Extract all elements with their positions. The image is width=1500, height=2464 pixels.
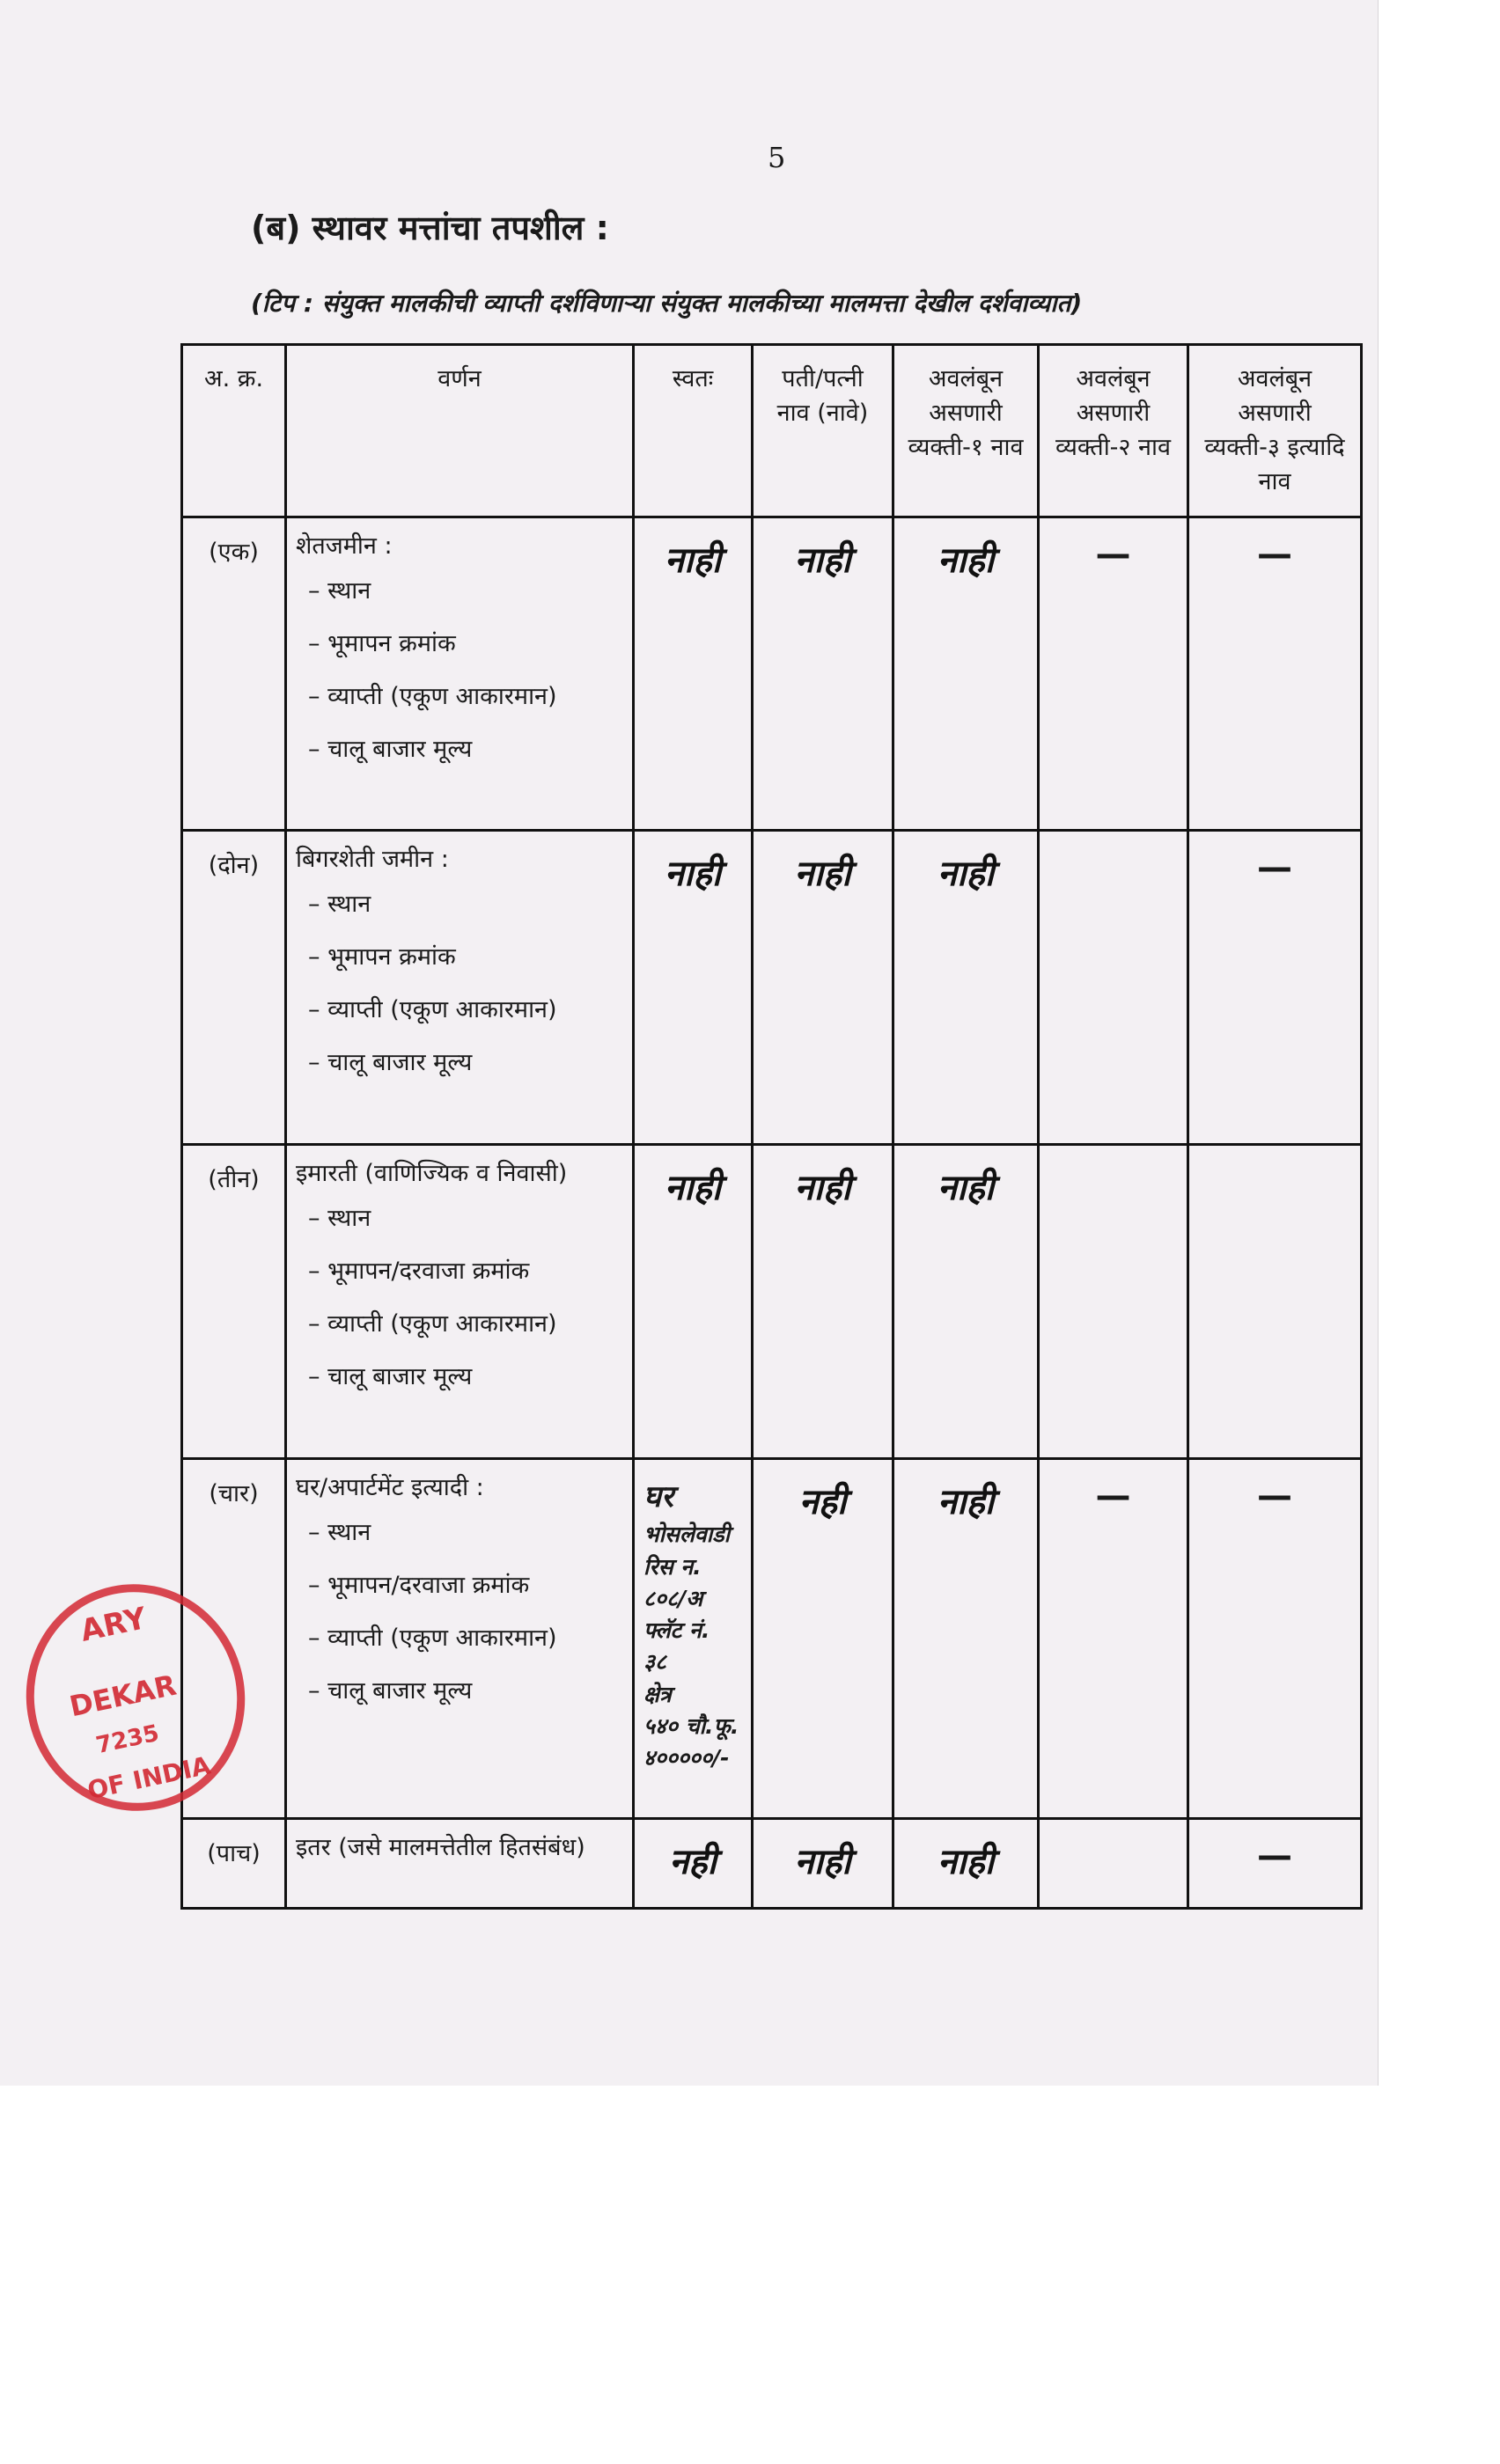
self-detail-line: घर xyxy=(643,1479,673,1515)
header-dependent-3: अवलंबून असणारी व्यक्ती-३ इत्यादि नाव xyxy=(1188,345,1362,517)
row-title: शेतजमीन : xyxy=(296,532,393,560)
header-dependent-2: अवलंबून असणारी व्यक्ती-२ नाव xyxy=(1039,345,1188,517)
table-header-row xyxy=(182,345,1362,517)
cell-dependent-1: नाही xyxy=(893,1819,1039,1909)
cell-dependent-1: नाही xyxy=(893,831,1039,1145)
row-sub-item: – स्थान xyxy=(308,1205,371,1233)
row-serial: (दोन) xyxy=(182,831,286,1145)
cell-dependent-1: नाही xyxy=(893,1459,1039,1819)
row-sub-item: – भूमापन/दरवाजा क्रमांक xyxy=(308,1258,530,1286)
row-description xyxy=(286,831,634,1145)
self-detail-line: फ्लॅट नं. xyxy=(643,1617,710,1644)
row-sub-item: – चालू बाजार मूल्य xyxy=(308,1049,473,1077)
cell-dependent-1: नाही xyxy=(893,1145,1039,1459)
row-description xyxy=(286,1459,634,1819)
header-serial: अ. क्र. xyxy=(182,345,286,517)
cell-dependent-3: — xyxy=(1188,517,1362,831)
row-description xyxy=(286,1145,634,1459)
row-sub-item: – भूमापन/दरवाजा क्रमांक xyxy=(308,1572,530,1600)
row-title: बिगरशेती जमीन : xyxy=(296,846,449,874)
cell-dependent-3: — xyxy=(1188,831,1362,1145)
row-sub-item: – स्थान xyxy=(308,891,371,919)
row-sub-item: – स्थान xyxy=(308,1519,371,1547)
cell-dependent-3 xyxy=(1188,1145,1362,1459)
cell-dependent-3: — xyxy=(1188,1459,1362,1819)
row-sub-item: – चालू बाजार मूल्य xyxy=(308,1677,473,1705)
cell-spouse: नही xyxy=(753,1459,893,1819)
cell-spouse: नाही xyxy=(753,1145,893,1459)
row-sub-item: – व्याप्ती (एकूण आकारमान) xyxy=(308,996,557,1024)
table-row xyxy=(182,1819,1362,1909)
section-note: (टिप : संयुक्त मालकीची व्याप्ती दर्शविणाऱ्या संयुक्त मालकीच्या मालमत्ता देखील दर्शवाव्यात) xyxy=(251,289,1083,318)
cell-dependent-2: — xyxy=(1039,1459,1188,1819)
cell-spouse: नाही xyxy=(753,1819,893,1909)
self-detail-line: ५४० चौ.फू. xyxy=(643,1712,739,1739)
self-detail-line: क्षेत्र xyxy=(643,1681,672,1707)
row-serial: (पाच) xyxy=(182,1819,286,1909)
row-description xyxy=(286,1819,634,1909)
cell-dependent-2: — xyxy=(1039,517,1188,831)
page-number: 5 xyxy=(768,141,786,174)
row-title: इमारती (वाणिज्यिक व निवासी) xyxy=(296,1160,568,1188)
cell-dependent-2 xyxy=(1039,831,1188,1145)
cell-dependent-3: — xyxy=(1188,1819,1362,1909)
row-sub-item: – चालू बाजार मूल्य xyxy=(308,1363,473,1391)
table-row xyxy=(182,1459,1362,1819)
stamp-top-text: ARY xyxy=(77,1601,150,1649)
cell-self: नाही xyxy=(634,831,753,1145)
row-serial: (तीन) xyxy=(182,1145,286,1459)
self-detail-line: ८०८/अ xyxy=(643,1585,703,1611)
stamp-middle-text: DEKAR xyxy=(66,1668,180,1724)
cell-self: नाही xyxy=(634,1145,753,1459)
row-sub-item: – चालू बाजार मूल्य xyxy=(308,735,473,763)
row-sub-item: – व्याप्ती (एकूण आकारमान) xyxy=(308,1310,557,1338)
cell-self: नही xyxy=(634,1819,753,1909)
cell-spouse: नाही xyxy=(753,517,893,831)
cell-self-details xyxy=(634,1459,753,1819)
table-row xyxy=(182,1145,1362,1459)
stamp-number: 7235 xyxy=(93,1720,162,1760)
row-sub-item: – व्याप्ती (एकूण आकारमान) xyxy=(308,1624,557,1653)
header-dependent-1: अवलंबून असणारी व्यक्ती-१ नाव xyxy=(893,345,1039,517)
row-serial: (चार) xyxy=(182,1459,286,1819)
header-self: स्वतः xyxy=(634,345,753,517)
immovable-assets-table xyxy=(180,343,1363,1910)
self-detail-line: ३८ xyxy=(643,1649,667,1676)
row-description xyxy=(286,517,634,831)
row-serial: (एक) xyxy=(182,517,286,831)
cell-dependent-2 xyxy=(1039,1819,1188,1909)
cell-self: नाही xyxy=(634,517,753,831)
self-detail-line: ४०००००/- xyxy=(643,1745,730,1771)
self-detail-line: रिस न. xyxy=(643,1553,702,1580)
self-detail-line: भोसलेवाडी xyxy=(643,1522,731,1548)
row-title: इतर (जसे मालमत्तेतील हितसंबंध) xyxy=(296,1834,585,1862)
row-sub-item: – स्थान xyxy=(308,576,371,605)
table-row xyxy=(182,517,1362,831)
table-row xyxy=(182,831,1362,1145)
row-sub-item: – भूमापन क्रमांक xyxy=(308,943,456,972)
header-spouse: पती/पत्नी नाव (नावे) xyxy=(753,345,893,517)
row-sub-item: – व्याप्ती (एकूण आकारमान) xyxy=(308,682,557,710)
row-sub-item: – भूमापन क्रमांक xyxy=(308,629,456,657)
cell-dependent-1: नाही xyxy=(893,517,1039,831)
row-title: घर/अपार्टमेंट इत्यादी : xyxy=(296,1474,484,1502)
header-description: वर्णन xyxy=(286,345,634,517)
cell-spouse: नाही xyxy=(753,831,893,1145)
section-heading: (ब) स्थावर मत्तांचा तपशील : xyxy=(251,209,609,247)
stamp-bottom-text: OF INDIA xyxy=(85,1750,214,1806)
cell-dependent-2 xyxy=(1039,1145,1188,1459)
